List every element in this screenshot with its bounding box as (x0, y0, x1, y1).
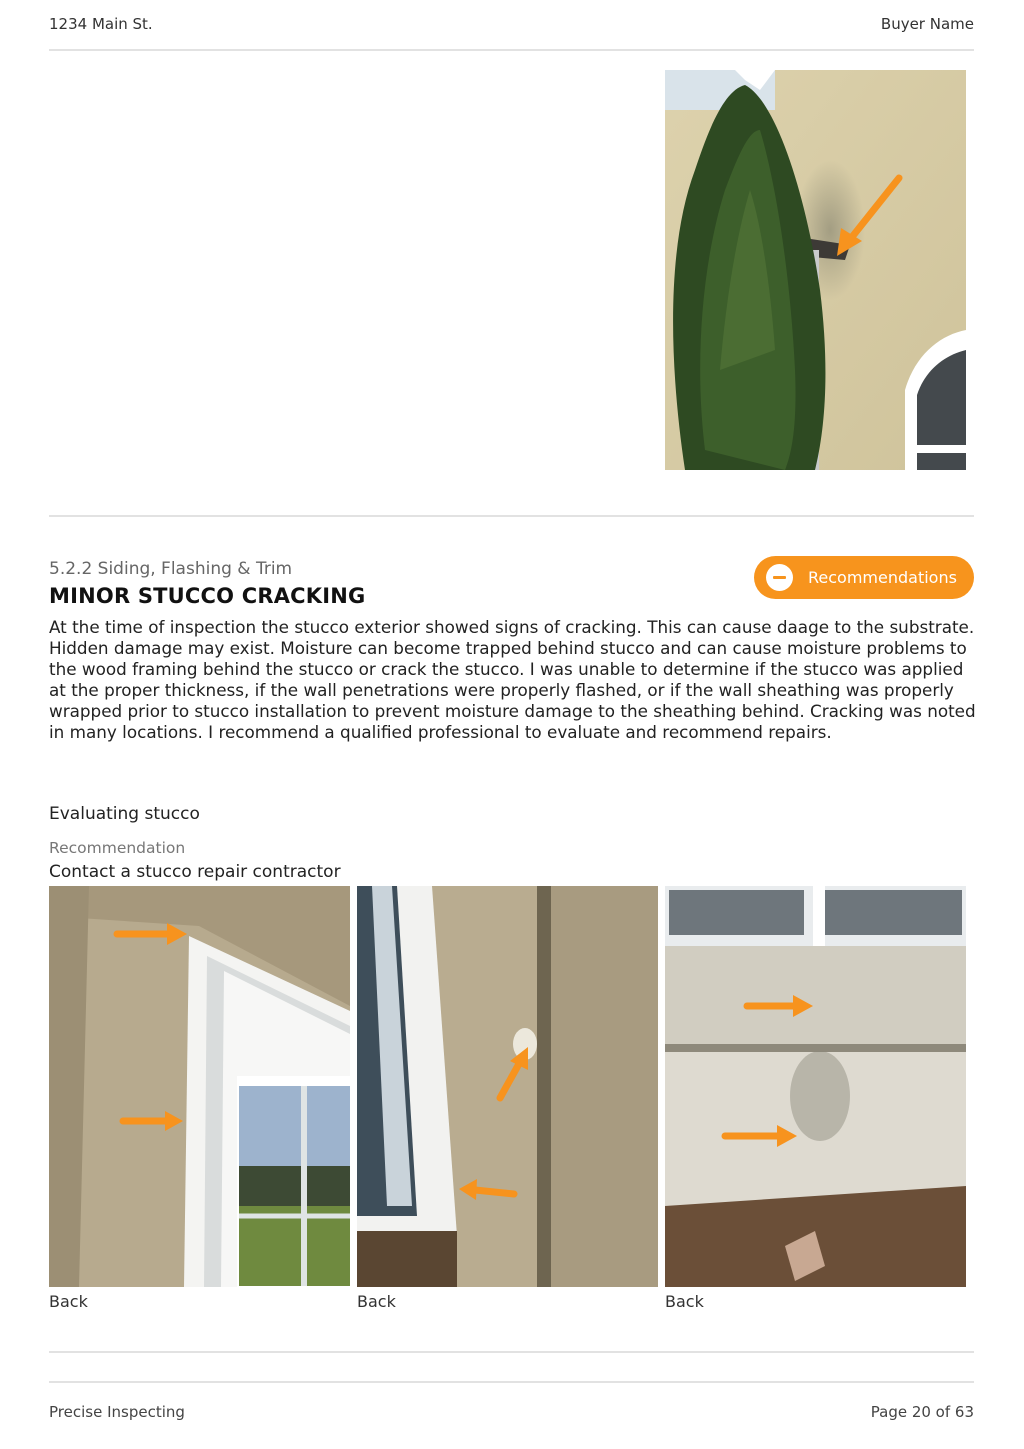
photo-foundation-stucco[interactable] (665, 886, 966, 1287)
section-end-divider (49, 1351, 974, 1353)
photo-stucco-wall-evergreen[interactable] (665, 70, 966, 470)
section-description: At the time of inspection the stucco exterior showed signs of cracking. This can cause daage to the substrate. Hidden damage may exist. Moisture can become trapped behind stucco and can cause moisture problems to the wood framing behind the stucco or crack the stucco. I was unable to determine if the stucco was applied at the proper thickness, if the wall penetrations were properly flashed, or if the wall sheathing was properly wrapped prior to stucco installation to prevent moisture damage to the sheathing behind. Cracking was noted in many locations. I recommend a qualified professional to evaluate and recommend repairs. (49, 617, 976, 742)
footer-divider (49, 1381, 974, 1383)
recommendation-value: Contact a stucco repair contractor (49, 862, 341, 882)
evaluating-label: Evaluating stucco (49, 804, 200, 824)
photo-window-edge-chip[interactable] (357, 886, 658, 1287)
page-number: Page 20 of 63 (870, 1403, 974, 1421)
badge-label: Recommendations (808, 568, 957, 587)
section-divider (49, 515, 974, 517)
recommendations-badge[interactable] (754, 556, 974, 599)
header-divider (49, 49, 974, 51)
photo-caption: Back (49, 1292, 88, 1311)
photo-caption: Back (357, 1292, 396, 1311)
header-address: 1234 Main St. (49, 15, 153, 33)
photo-caption: Back (665, 1292, 704, 1311)
header-buyer-name: Buyer Name (880, 15, 974, 33)
minus-circle-icon (766, 564, 793, 591)
recommendation-label: Recommendation (49, 839, 186, 857)
section-title: MINOR STUCCO CRACKING (49, 584, 366, 608)
section-number: 5.2.2 Siding, Flashing & Trim (49, 559, 293, 579)
photo-window-corner-crack[interactable] (49, 886, 350, 1287)
footer-company: Precise Inspecting (49, 1403, 185, 1421)
